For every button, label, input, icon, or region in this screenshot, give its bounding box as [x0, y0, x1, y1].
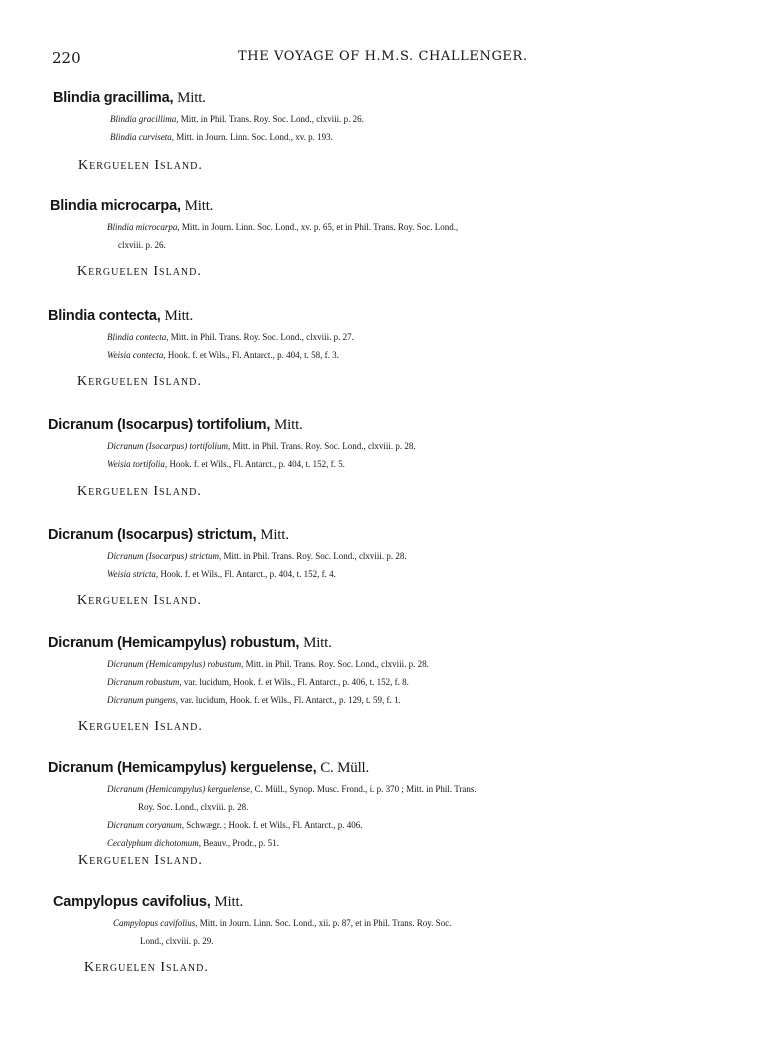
synonym-reference: var. lucidum, Hook. f. et Wils., Fl. Antarct., p. 406, t. 152, f. 8. — [183, 677, 409, 687]
locality: Kerguelen Island. — [78, 853, 203, 868]
locality: Kerguelen Island. — [78, 158, 203, 173]
species-name: Blindia gracillima, — [53, 90, 174, 106]
synonym-citation — [107, 328, 747, 346]
synonym-name: Campylopus cavifolius, — [113, 918, 198, 928]
species-authority: Mitt. — [214, 894, 243, 910]
synonym-reference: Schwægr. ; Hook. f. et Wils., Fl. Antarct., p. 406. — [186, 820, 363, 830]
species-heading — [53, 894, 243, 911]
synonym-reference: Mitt. in Phil. Trans. Roy. Soc. Lond., clxviii. p. 28. — [223, 551, 407, 561]
species-authority: Mitt. — [184, 198, 214, 214]
synonym-reference: Beauv., Prodr., p. 51. — [203, 838, 279, 848]
synonym-reference: Mitt. in Journ. Linn. Soc. Lond., xii. p. 87, et in Phil. Trans. Roy. Soc. — [199, 918, 452, 928]
synonym-citation — [107, 780, 747, 798]
species-name: Campylopus cavifolius, — [53, 894, 211, 910]
species-name: Dicranum (Hemicampylus) robustum, — [48, 635, 300, 651]
synonym-name: Blindia gracillima, — [110, 114, 179, 124]
species-authority: C. Müll. — [320, 760, 370, 776]
species-heading — [48, 760, 369, 777]
synonym-reference-continued: clxviii. p. 26. — [118, 240, 166, 250]
species-authority: Mitt. — [164, 308, 194, 324]
synonym-name: Dicranum (Hemicampylus) robustum, — [107, 659, 244, 669]
synonym-citation — [107, 834, 747, 852]
synonym-reference: Mitt. in Journ. Linn. Soc. Lond., xv. p. 65, et in Phil. Trans. Roy. Soc. Lond., — [181, 222, 459, 232]
synonym-name: Dicranum pungens, — [107, 695, 178, 705]
synonym-reference: Mitt. in Phil. Trans. Roy. Soc. Lond., clxviii. p. 28. — [232, 441, 416, 451]
synonym-name: Dicranum coryanum, — [107, 820, 184, 830]
synonym-name: Weisia contecta, — [107, 350, 166, 360]
synonym-citation — [107, 346, 747, 364]
synonym-reference: Hook. f. et Wils., Fl. Antarct., p. 404, t. 152, f. 5. — [169, 459, 345, 469]
synonym-name: Dicranum (Isocarpus) strictum, — [107, 551, 222, 561]
synonym-reference: var. lucidum, Hook. f. et Wils., Fl. Antarct., p. 129, t. 59, f. 1. — [180, 695, 401, 705]
synonym-reference: Hook. f. et Wils., Fl. Antarct., p. 404, t. 58, f. 3. — [167, 350, 339, 360]
synonym-name: Blindia microcarpa, — [107, 222, 180, 232]
species-heading — [48, 308, 193, 325]
locality: Kerguelen Island. — [77, 484, 202, 499]
synonym-name: Weisia tortifolia, — [107, 459, 168, 469]
synonym-reference: Mitt. in Journ. Linn. Soc. Lond., xv. p. 193. — [176, 132, 333, 142]
synonym-reference-continued: Roy. Soc. Lond., clxviii. p. 28. — [138, 802, 249, 812]
species-name: Dicranum (Isocarpus) tortifolium, — [48, 417, 271, 433]
synonym-citation — [110, 110, 750, 128]
species-heading — [48, 417, 303, 434]
species-name: Blindia microcarpa, — [50, 198, 181, 214]
synonym-name: Blindia curviseta, — [110, 132, 174, 142]
synonym-name: Dicranum (Hemicampylus) kerguelense, — [107, 784, 253, 794]
species-authority: Mitt. — [260, 527, 289, 543]
synonym-reference: Hook. f. et Wils., Fl. Antarct., p. 404, t. 152, f. 4. — [160, 569, 336, 579]
species-authority: Mitt. — [274, 417, 303, 433]
synonym-citation — [113, 914, 753, 932]
synonym-citation — [107, 816, 747, 834]
locality: Kerguelen Island. — [77, 264, 202, 279]
synonym-reference: Mitt. in Phil. Trans. Roy. Soc. Lond., clxviii. p. 27. — [170, 332, 354, 342]
locality: Kerguelen Island. — [78, 719, 203, 734]
species-name: Dicranum (Isocarpus) strictum, — [48, 527, 257, 543]
synonym-name: Dicranum robustum, — [107, 677, 182, 687]
synonym-citation — [107, 218, 747, 236]
running-title: THE VOYAGE OF H.M.S. CHALLENGER. — [238, 49, 528, 64]
locality: Kerguelen Island. — [84, 960, 209, 975]
species-heading — [50, 198, 213, 215]
synonym-citation — [107, 673, 747, 691]
synonym-citation — [107, 455, 747, 473]
species-heading — [48, 635, 332, 652]
synonym-citation — [107, 655, 747, 673]
species-name: Dicranum (Hemicampylus) kerguelense, — [48, 760, 317, 776]
synonym-citation — [107, 691, 747, 709]
species-authority: Mitt. — [177, 90, 206, 106]
synonym-reference: Mitt. in Phil. Trans. Roy. Soc. Lond., clxviii. p. 28. — [245, 659, 429, 669]
locality: Kerguelen Island. — [77, 374, 202, 389]
synonym-reference-continued: Lond., clxviii. p. 29. — [140, 936, 214, 946]
synonym-citation — [107, 437, 747, 455]
species-heading — [48, 527, 289, 544]
locality: Kerguelen Island. — [77, 593, 202, 608]
species-heading — [53, 90, 206, 107]
page-number: 220 — [52, 49, 81, 67]
synonym-citation — [110, 128, 750, 146]
synonym-citation — [107, 547, 747, 565]
synonym-name: Weisia stricta, — [107, 569, 159, 579]
species-name: Blindia contecta, — [48, 308, 161, 324]
synonym-citation — [107, 565, 747, 583]
synonym-name: Cecalyphum dichotomum, — [107, 838, 201, 848]
synonym-name: Blindia contecta, — [107, 332, 169, 342]
synonym-reference: Mitt. in Phil. Trans. Roy. Soc. Lond., clxviii. p. 26. — [180, 114, 364, 124]
synonym-reference: C. Müll., Synop. Musc. Frond., i. p. 370 ; Mitt. in Phil. Trans. — [254, 784, 477, 794]
synonym-name: Dicranum (Isocarpus) tortifolium, — [107, 441, 231, 451]
species-authority: Mitt. — [303, 635, 332, 651]
